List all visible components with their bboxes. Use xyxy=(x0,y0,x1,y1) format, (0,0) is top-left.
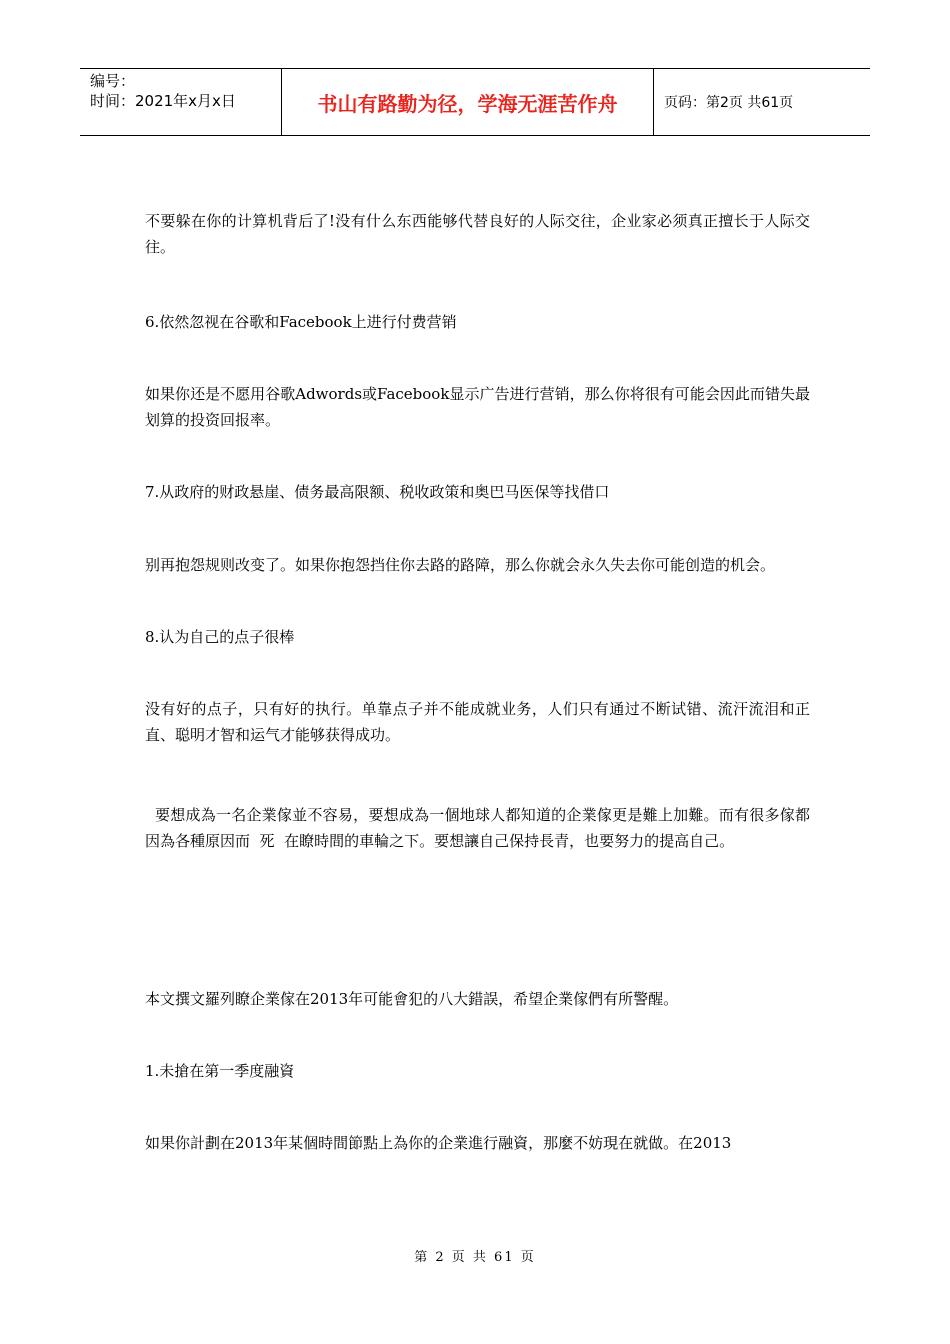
motto-text: 书山有路勤为径，学海无涯苦作舟 xyxy=(317,91,618,116)
paragraph: 没有好的点子，只有好的执行。单靠点子并不能成就业务，人们只有通过不断试错、流汗流泪和正直、聪明才智和运气才能够获得成功。 xyxy=(145,700,810,744)
number-label: 编号： xyxy=(90,72,136,90)
paragraph: 本文撰文羅列瞭企業傢在2013年可能會犯的八大錯誤，希望企業傢們有所警醒。 xyxy=(145,990,679,1008)
page-label: 页码：第2页 共61页 xyxy=(664,95,794,111)
paragraph: 不要躲在你的计算机背后了!没有什么东西能够代替良好的人际交往，企业家必须真正擅长于人际交往。 xyxy=(145,212,810,256)
paragraph: 别再抱怨规则改变了。如果你抱怨挡住你去路的路障，那么你就会永久失去你可能创造的机会。 xyxy=(145,556,776,574)
time-label: 时间：2021年x月x日 xyxy=(90,92,236,110)
header-motto-cell xyxy=(282,69,654,135)
header-page-cell xyxy=(654,69,870,135)
page-header xyxy=(80,68,870,136)
section-heading-7: 7.从政府的财政悬崖、债务最高限额、税收政策和奥巴马医保等找借口 xyxy=(145,483,610,501)
section-heading-1: 1.未搶在第一季度融資 xyxy=(145,1062,295,1080)
paragraph: 如果你計劃在2013年某個時間節點上為你的企業進行融資，那麼不妨現在就做。在2013 xyxy=(145,1134,732,1152)
paragraph: 如果你还是不愿用谷歌Adwords或Facebook显示广告进行营销，那么你将很有可能会因此而错失最划算的投资回报率。 xyxy=(145,385,810,429)
paragraph: 要想成為一名企業傢並不容易，要想成為一個地球人都知道的企業傢更是難上加難。而有很多傢都因為各種原因而 死 在瞭時間的車輪之下。要想讓自己保持長青，也要努力的提高自己。 xyxy=(145,806,810,850)
footer-page-number: 第 2 页 共 61 页 xyxy=(414,1250,536,1265)
document-body xyxy=(145,200,810,1156)
section-heading-6: 6.依然忽视在谷歌和Facebook上进行付费营销 xyxy=(145,313,457,331)
header-info-cell xyxy=(80,69,282,135)
section-heading-8: 8.认为自己的点子很棒 xyxy=(145,628,295,646)
page-footer xyxy=(0,1246,950,1265)
